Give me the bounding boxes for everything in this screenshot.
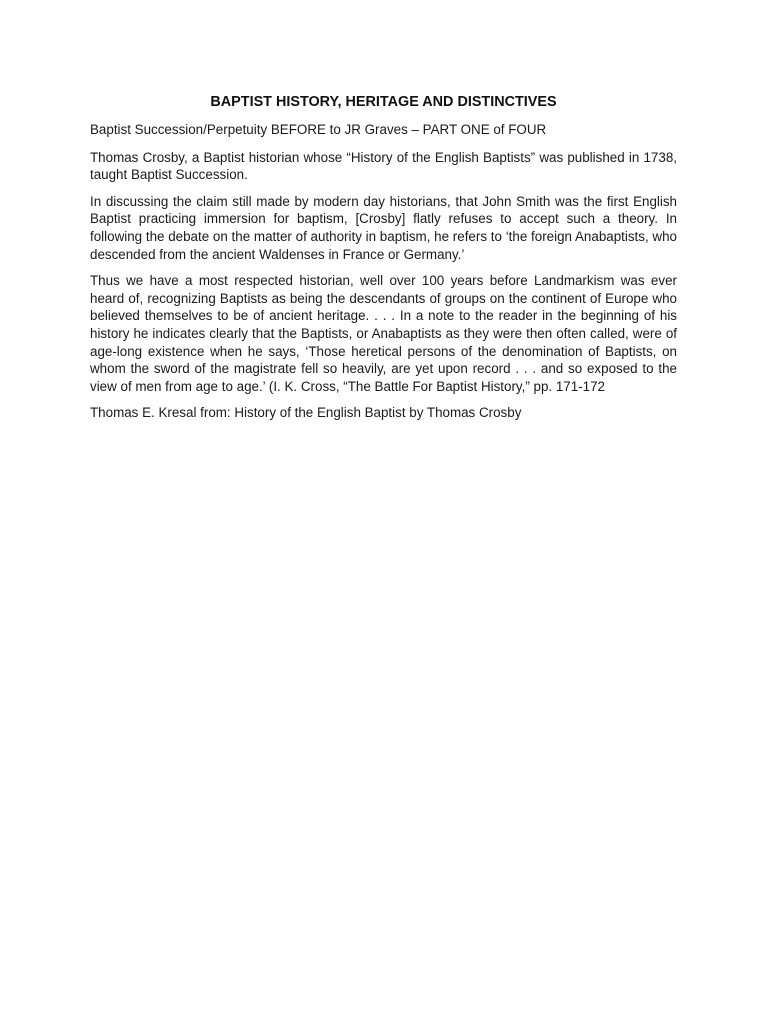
paragraph-historian-quote: Thus we have a most respected historian, well over 100 years before Landmarkism was ever heard of, recognizing Baptists as being the descendants of groups on the continent of Europe who believed themselves to be of ancient heritage. . . . In a note to the reader in the beginning of his history he indicates clearly that the Baptists, or Anabaptists as they were then often called, were of age-long existence when he says, ‘Those heretical persons of the denomination of Baptists, on whom the sword of the magistrate fell so heavily, are yet upon record . . . and so exposed to the view of men from age to age.’ (I. K. Cross, “The Battle For Baptist History,” pp. 171-172 — [90, 273, 677, 394]
paragraph-crosby-intro: Thomas Crosby, a Baptist historian whose “History of the English Baptists” was published in 1738, taught Baptist Succession. — [90, 149, 677, 183]
document-subtitle: Baptist Succession/Perpetuity BEFORE to JR Graves – PART ONE of FOUR — [90, 122, 547, 137]
document-body — [90, 93, 677, 422]
document-title: BAPTIST HISTORY, HERITAGE AND DISTINCTIVES — [210, 94, 557, 110]
paragraph-john-smith-claim: In discussing the claim still made by modern day historians, that John Smith was the first English Baptist practicing immersion for baptism, [Crosby] flatly refuses to accept such a theory. In following the debate on the matter of authority in baptism, he refers to ‘the foreign Anabaptists, who descended from the ancient Waldenses in France or Germany.’ — [90, 193, 677, 262]
document-attribution: Thomas E. Kresal from: History of the English Baptist by Thomas Crosby — [90, 405, 522, 421]
